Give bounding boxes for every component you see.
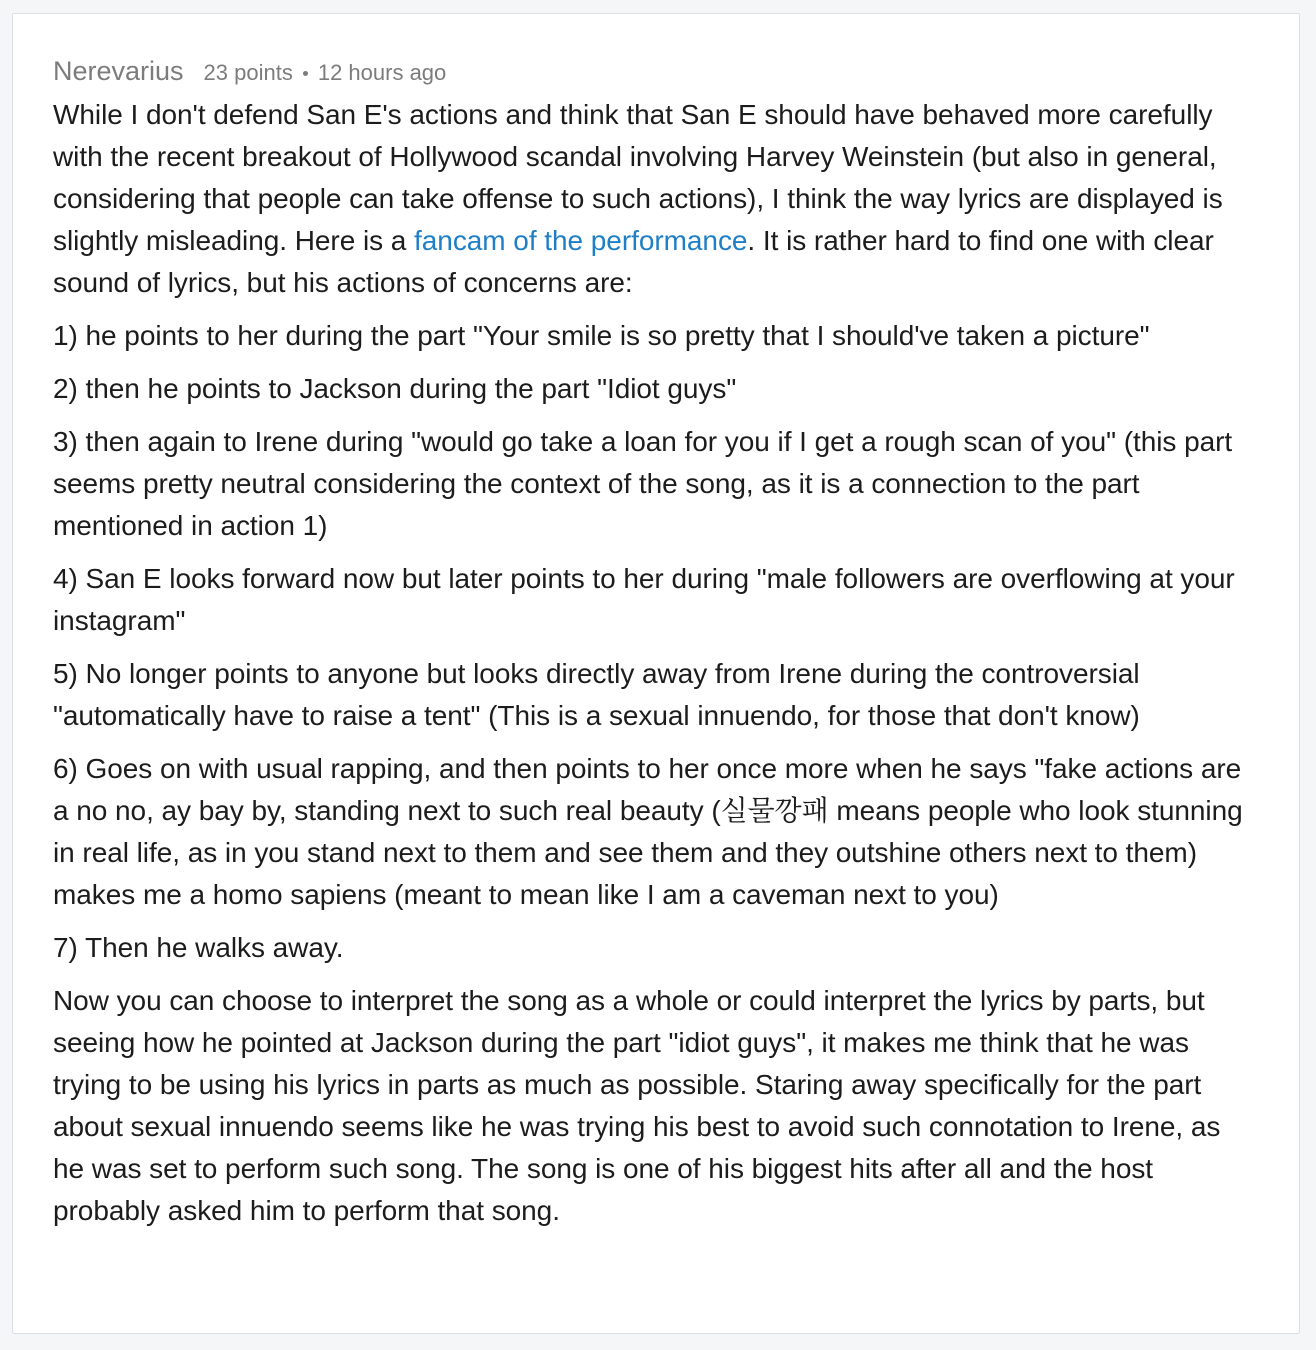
- comment-conclusion-paragraph: Now you can choose to interpret the song as a whole or could interpret the lyrics by parts, but seeing how he pointed at Jackson during the part "idiot guys", it makes me think that he was trying to be using his lyrics in parts as much as possible. Staring away specifically for the part about sexual innuendo seems like he was trying his best to avoid such connotation to Irene, as he was set to perform such song. The song is one of his biggest hits after all and the host probably asked him to perform that song.: [53, 985, 1221, 1226]
- intro-text-before-link: While I don't defend San E's actions and think that San E should have behaved more carefully with the recent breakout of Hollywood scandal involving Harvey Weinstein (but also in general, considering that people can take offense to such actions), I think the way lyrics are displayed is slightly misleading. Here is a: [53, 99, 1223, 256]
- comment-list-item: 7) Then he walks away.: [53, 932, 344, 963]
- comment-author[interactable]: Nerevarius: [53, 56, 184, 86]
- comment-intro-paragraph: [53, 94, 1259, 304]
- comment-meta: [53, 56, 1259, 86]
- intro-text-after-link: . It is rather hard to find one with clear sound of lyrics, but his actions of concerns are:: [53, 225, 1214, 298]
- comment-list-item: 3) then again to Irene during "would go take a loan for you if I get a rough scan of you" (this part seems pretty neutral considering the context of the song, as it is a connection to the part mentioned in action 1): [53, 426, 1233, 541]
- fancam-link[interactable]: fancam of the performance: [414, 225, 748, 256]
- comment-list-item: 1) he points to her during the part "Your smile is so pretty that I should've taken a picture": [53, 320, 1150, 351]
- comment-timestamp[interactable]: 12 hours ago: [317, 60, 447, 85]
- comment-points: 23 points: [203, 60, 293, 85]
- comment-list-item: 2) then he points to Jackson during the part "Idiot guys": [53, 373, 737, 404]
- comment-list-item: 6) Goes on with usual rapping, and then points to her once more when he says "fake actions are a no no, ay bay by, standing next to such real beauty (실물깡패 means people who look stunning in real life, as in you stand next to them and see them and they outshine others next to them) makes me a homo sapiens (meant to mean like I am a caveman next to you): [53, 753, 1243, 910]
- comment-card: [12, 13, 1300, 1334]
- comment-list-item: 5) No longer points to anyone but looks directly away from Irene during the controversial "automatically have to raise a tent" (This is a sexual innuendo, for those that don't know): [53, 658, 1140, 731]
- comment-list-item: 4) San E looks forward now but later points to her during "male followers are overflowing at your instagram": [53, 563, 1235, 636]
- meta-separator-dot: [303, 71, 308, 76]
- comment-body: [53, 94, 1259, 1232]
